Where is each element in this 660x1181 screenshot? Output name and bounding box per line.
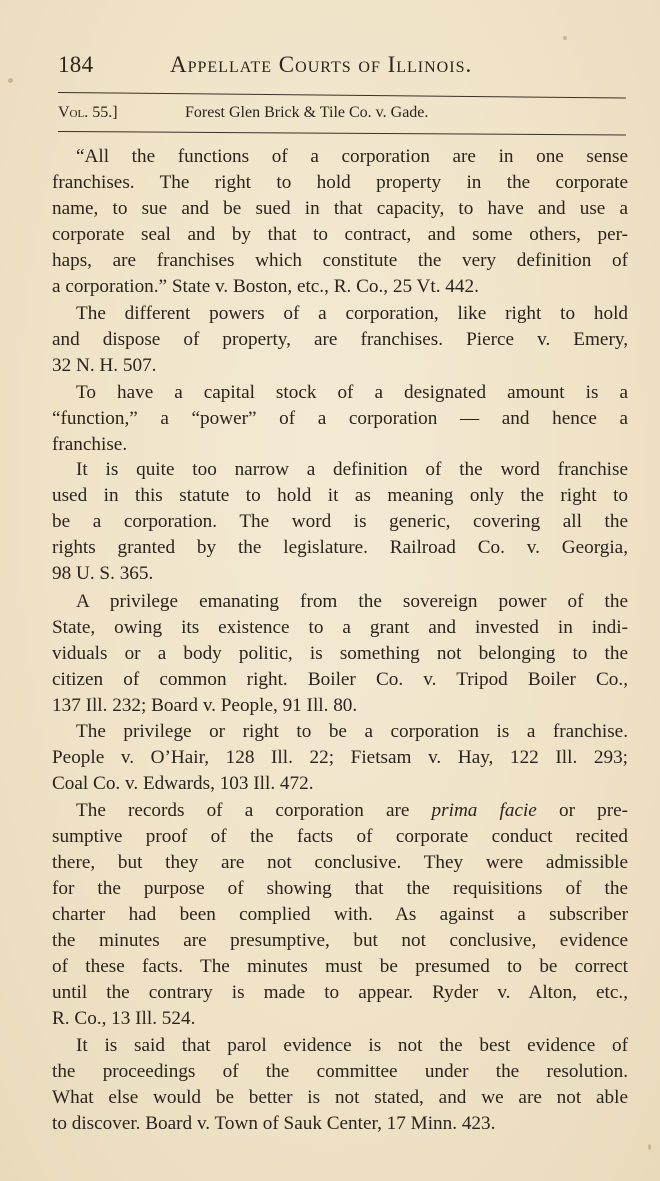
text-line: The different powers of a corporation, like right to hold [76,303,628,324]
text-line: there, but they are not conclusive. They were admissible [52,852,628,873]
text-line: sumptive proof of the facts of corporate conduct recited [52,826,628,847]
text-line: “All the functions of a corporation are in one sense [76,146,628,167]
text-line: corporate seal and by that to contract, and some others, per- [52,224,628,245]
text-line: It is quite too narrow a definition of the word franchise [76,459,628,480]
header-rule-top [58,92,626,98]
text-line: citizen of common right. Boiler Co. v. Tripod Boiler Co., [52,669,628,690]
case-title: Forest Glen Brick & Tile Co. v. Gade. [185,104,429,121]
text-line: A privilege emanating from the sovereign power of the [76,591,628,612]
text-line: the minutes are presumptive, but not conclusive, evidence [52,930,628,951]
text-line: name, to sue and be sued in that capacity, to have and use a [52,198,628,219]
text-line: 32 N. H. 507. [52,355,157,376]
text-line: 137 Ill. 232; Board v. People, 91 Ill. 80. [52,695,358,716]
header-rule-bottom [58,131,626,135]
text-line: the proceedings of the committee under the resolution. [52,1061,628,1082]
text-line: and dispose of property, are franchises. Pierce v. Emery, [52,329,628,350]
paper-speck [8,78,13,83]
paper-speck [648,1144,651,1150]
text-line: of these facts. The minutes must be presumed to be correct [52,956,628,977]
text-line: franchises. The right to hold property in the corporate [52,172,628,193]
text-line: charter had been complied with. As against a subscriber [52,904,628,925]
text-line: be a corporation. The word is generic, covering all the [52,511,628,532]
text-line: 98 U. S. 365. [52,563,154,584]
text-line: “function,” a “power” of a corporation — and hence a [52,408,628,429]
text-line: What else would be better is not stated, and we are not able [52,1087,628,1108]
text-line: for the purpose of showing that the requisitions of the [52,878,628,899]
text-line: It is said that parol evidence is not the best evidence of [76,1035,628,1056]
text-line: State, owing its existence to a grant and invested in indi- [52,617,628,638]
text-line: franchise. [52,434,128,455]
text-line: until the contrary is made to appear. Ryder v. Alton, etc., [52,982,628,1003]
volume-label: Vol. 55.] [58,104,118,121]
text-line: a corporation.” State v. Boston, etc., R. Co., 25 Vt. 442. [52,276,479,297]
text-line [52,798,628,824]
text-span: or pre- [558,800,629,821]
running-title: Appellate Courts of Illinois. [170,52,473,77]
text-line: Coal Co. v. Edwards, 103 Ill. 472. [52,773,314,794]
text-line: used in this statute to hold it as meaning only the right to [52,485,628,506]
text-line: to discover. Board v. Town of Sauk Center, 17 Minn. 423. [52,1113,496,1134]
text-line: R. Co., 13 Ill. 524. [52,1008,196,1029]
page-number: 184 [58,52,94,77]
text-line: The privilege or right to be a corporation is a franchise. [76,721,628,742]
text-line: People v. O’Hair, 128 Ill. 22; Fietsam v. Hay, 122 Ill. 293; [52,747,628,768]
text-line: rights granted by the legislature. Railroad Co. v. Georgia, [52,537,628,558]
text-span: The records of a corporation are [76,800,410,821]
italic-phrase: prima facie [431,800,537,821]
text-line: To have a capital stock of a designated amount is a [76,382,628,403]
paper-speck [563,36,567,40]
text-line: viduals or a body politic, is something not belonging to the [52,643,628,664]
text-line: haps, are franchises which constitute the very definition of [52,250,628,271]
